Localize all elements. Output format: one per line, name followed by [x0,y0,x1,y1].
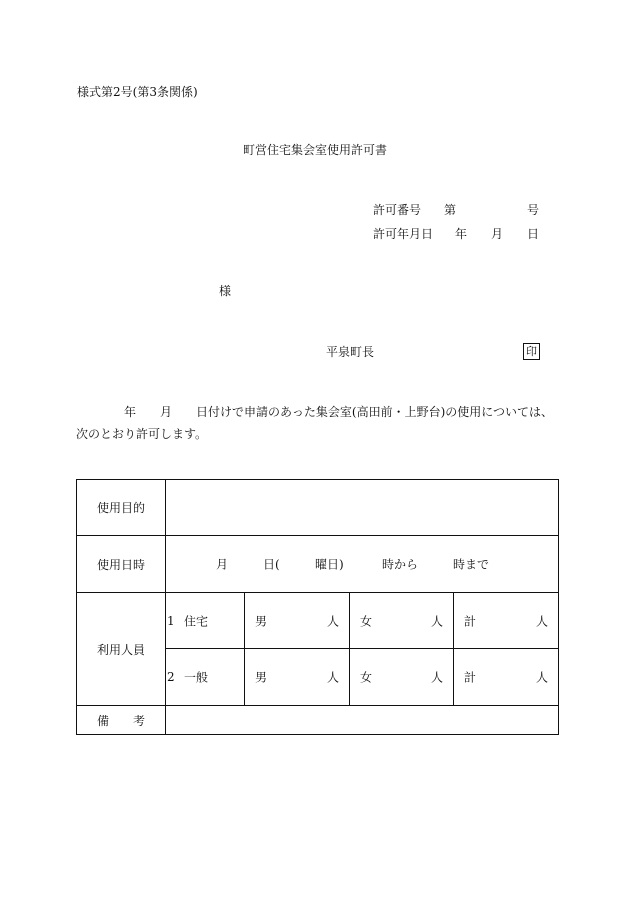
unit-label: 人 [326,614,339,628]
permit-date-day: 日 [527,227,540,241]
user-row-2-total[interactable] [454,649,559,706]
datetime-until: 時まで [453,557,490,572]
female-label: 女 [360,614,373,628]
permit-number-prefix: 第 [444,203,457,217]
user-row-2-kind: 一般 [184,670,209,685]
body-line-2: 次のとおり許可します。 [76,427,208,441]
document-title: 町営住宅集会室使用許可書 [243,143,388,157]
permit-number-suffix: 号 [527,203,540,217]
user-row-2-kind-cell [166,649,245,706]
datetime-day: 日( [263,557,280,572]
unit-label: 人 [326,670,339,685]
unit-label: 人 [430,670,443,685]
datetime-field[interactable] [166,536,559,593]
male-label: 男 [255,614,268,628]
user-row-1-kind-cell [166,593,245,649]
male-label: 男 [255,670,268,685]
user-row-1-number: 1 [167,613,175,628]
seal-stamp: 印 [523,343,540,360]
body-line-1: 日付けで申請のあった集会室(高田前・上野台)の使用については、 [196,405,554,419]
user-row-1-kind: 住宅 [184,614,209,628]
datetime-weekday: 曜日) [315,557,344,572]
unit-label: 人 [535,670,548,685]
unit-label: 人 [430,614,443,628]
user-row-2-female[interactable] [350,649,454,706]
total-label: 計 [464,670,477,685]
remarks-label: 備 考 [77,706,166,735]
purpose-field[interactable] [166,480,559,536]
datetime-label: 使用日時 [77,536,166,593]
body-month: 月 [160,405,173,419]
permit-date-year: 年 [455,227,468,241]
user-row-2-male[interactable] [245,649,350,706]
datetime-from: 時から [382,557,419,572]
user-row-2-number: 2 [167,670,175,684]
users-label: 利用人員 [77,593,166,706]
addressee-suffix: 様 [219,284,232,298]
purpose-label: 使用目的 [77,480,166,536]
unit-label: 人 [535,614,548,628]
remarks-field[interactable] [166,706,559,735]
permit-date-month: 月 [491,227,504,241]
usage-table [76,479,559,735]
form-number: 様式第2号(第3条関係) [77,85,198,99]
body-year: 年 [124,405,137,419]
datetime-month: 月 [216,557,229,572]
permit-date-label: 許可年月日 [373,227,434,241]
female-label: 女 [360,670,373,685]
total-label: 計 [464,614,477,628]
issuer-name: 平泉町長 [326,345,375,359]
user-row-1-male[interactable] [245,593,350,649]
user-row-1-female[interactable] [350,593,454,649]
user-row-1-total[interactable] [454,593,559,649]
permit-number-label: 許可番号 [373,203,422,217]
